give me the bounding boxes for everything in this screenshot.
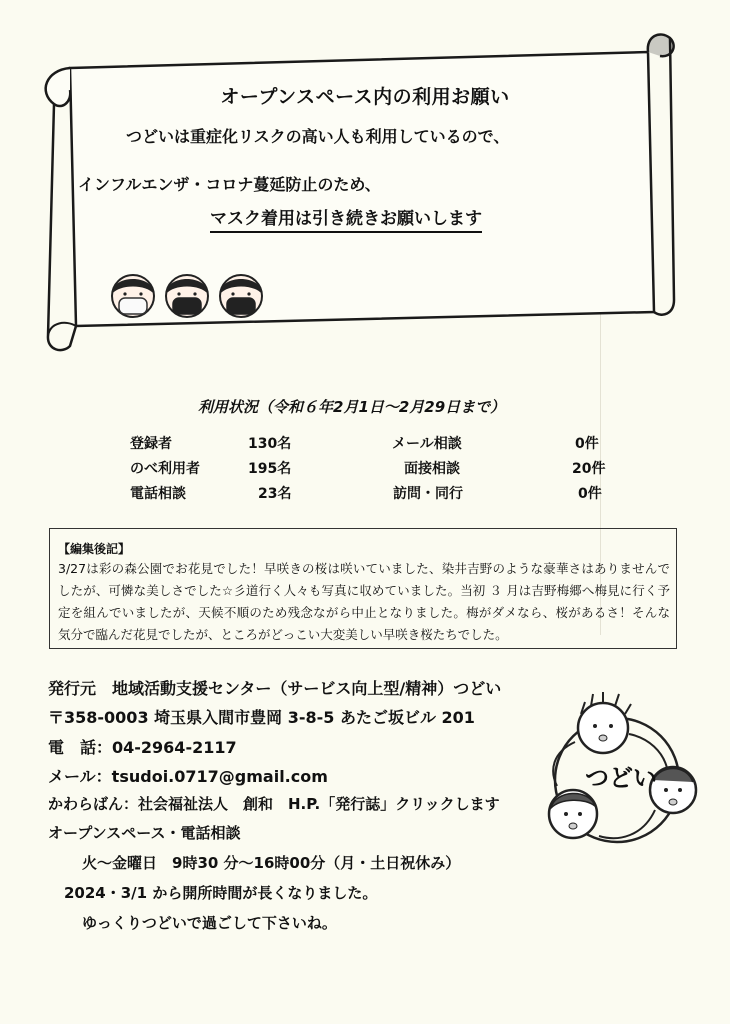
- notice-line-2: インフルエンザ・コロナ蔓延防止のため、: [78, 175, 381, 194]
- usage-value: 20件: [572, 461, 606, 477]
- publisher-phone: 電 話：04-2964-2117: [48, 738, 237, 757]
- usage-value: 195名: [248, 461, 292, 477]
- usage-value: 0件: [575, 436, 599, 452]
- usage-label: 登録者: [130, 436, 172, 452]
- usage-label: のべ利用者: [130, 461, 200, 477]
- usage-label: メール相談: [392, 436, 462, 452]
- masked-face-icon: [216, 268, 266, 320]
- usage-label: 訪問・同行: [393, 486, 463, 502]
- logo-text: つどい: [585, 764, 657, 792]
- notice-line-1: つどいは重症化リスクの高い人も利用しているので、: [126, 127, 510, 146]
- hours-change-note: 2024・3/1 から開所時間が長くなりました。: [64, 884, 378, 902]
- tsudoi-logo: [525, 690, 710, 860]
- masked-face-icon: [108, 268, 158, 320]
- editor-notes-heading: 【編集後記】: [58, 542, 131, 556]
- publisher-address: 〒358-0003 埼玉県入間市豊岡 3-8-5 あたご坂ビル 201: [48, 708, 475, 727]
- notice-title: オープンスペース内の利用お願い: [220, 86, 510, 108]
- openspace-heading: オープンスペース・電話相談: [48, 824, 241, 842]
- publisher-kawaraban: かわらばん：社会福祉法人 創和 H.P.「発行誌」クリックします: [48, 795, 500, 813]
- usage-value: 0件: [578, 486, 602, 502]
- usage-value: 130名: [248, 436, 292, 452]
- publisher-email[interactable]: メール：tsudoi.0717@gmail.com: [48, 767, 328, 786]
- usage-label: 電話相談: [130, 486, 186, 502]
- openspace-hours: 火～金曜日 9時30 分～16時00分（月・土日祝休み）: [82, 854, 461, 872]
- closing-message: ゆっくりつどいで過ごして下さいね。: [82, 914, 337, 932]
- usage-label: 面接相談: [404, 461, 460, 477]
- masked-face-icon: [162, 268, 212, 320]
- notice-line-3: マスク着用は引き続きお願いします: [210, 204, 482, 233]
- editor-notes-body: 3/27は彩の森公園でお花見でした！早咲きの桜は咲いていました、染井吉野のような豪華さはありませんでしたが、可憐な美しさでした☆彡道行く人々も写真に収めていました。当初 ３ 月は吉野梅郷へ梅見に行く予定を組んでいましたが、天候不順のため残念ながら中止となりました。梅がダメなら、桜があるさ！そんな気分で臨んだ花見でしたが、ところがどっこい大変美しい早咲き桜たちでした。: [58, 561, 670, 642]
- usage-title: 利用状況（令和６年2月1日～2月29日まで）: [198, 398, 506, 416]
- publisher-name: 発行元 地域活動支援センター（サービス向上型/精神）つどい: [48, 679, 502, 698]
- usage-value: 23名: [258, 486, 292, 502]
